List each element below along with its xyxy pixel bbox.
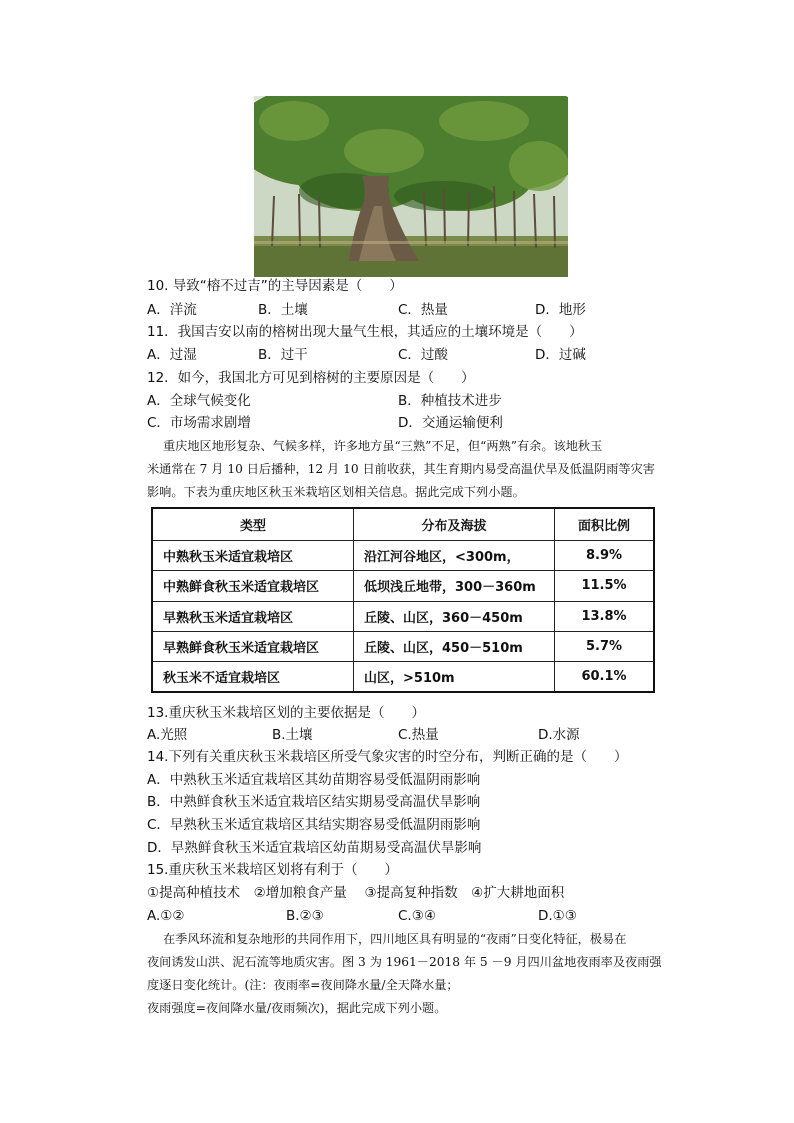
table-cell-type: 早熟鲜食秋玉米适宜栽培区 bbox=[152, 631, 354, 661]
question-11-stem: 11．我国吉安以南的榕树出现大量气生根，其适应的土壤环境是（ ） bbox=[147, 324, 583, 340]
table-header-row bbox=[152, 508, 654, 541]
table-header-type: 类型 bbox=[152, 508, 354, 541]
q10-option-a: A．洋流 bbox=[147, 302, 197, 318]
q12-option-a: A．全球气候变化 bbox=[147, 393, 251, 409]
passage-2-line-2: 夜间诱发山洪、泥石流等地质灾害。图 3 为 1961－2018 年 5 －9 月四川盆地夜雨率及夜雨强 bbox=[147, 955, 662, 969]
question-13-stem: 13.重庆秋玉米栽培区划的主要依据是（ ） bbox=[147, 705, 425, 721]
table-row bbox=[152, 601, 654, 631]
q15-items: ①提高种植技术 ②增加粮食产量 ③提高复种指数 ④扩大耕地面积 bbox=[147, 885, 565, 901]
passage-1-line-1: 重庆地区地形复杂、气候多样，许多地方虽“三熟”不足，但“两熟”有余。该地秋玉 bbox=[163, 439, 603, 453]
table-cell-ratio: 5.7% bbox=[555, 631, 655, 661]
question-14-stem: 14.下列有关重庆秋玉米栽培区所受气象灾害的时空分布，判断正确的是（ ） bbox=[147, 749, 628, 765]
passage-2-line-3: 度逐日变化统计。(注：夜雨率=夜间降水量/全天降水量； bbox=[147, 978, 459, 992]
table-cell-distribution: 沿江河谷地区，<300m， bbox=[354, 541, 555, 571]
table-cell-ratio: 8.9% bbox=[555, 541, 655, 571]
table-cell-distribution: 丘陵、山区，360－450m bbox=[354, 601, 555, 631]
table-cell-type: 中熟鲜食秋玉米适宜栽培区 bbox=[152, 571, 354, 601]
question-12-stem: 12．如今，我国北方可见到榕树的主要原因是（ ） bbox=[147, 370, 475, 386]
table-cell-ratio: 60.1% bbox=[555, 661, 655, 692]
q11-option-b: B．过干 bbox=[258, 347, 308, 363]
banyan-tree-illustration bbox=[254, 96, 568, 277]
q12-option-d: D．交通运输便利 bbox=[398, 415, 503, 431]
table-cell-type: 秋玉米不适宜栽培区 bbox=[152, 661, 354, 692]
q15-option-d: D.①③ bbox=[538, 908, 577, 924]
q10-option-d: D．地形 bbox=[535, 302, 586, 318]
q15-option-b: B.②③ bbox=[286, 908, 324, 924]
passage-1-line-3: 影响。下表为重庆地区秋玉米栽培区划相关信息。据此完成下列小题。 bbox=[147, 485, 525, 499]
q10-option-c: C．热量 bbox=[398, 302, 448, 318]
q13-option-c: C.热量 bbox=[398, 727, 439, 743]
q13-option-b: B.土壤 bbox=[272, 727, 313, 743]
q11-option-c: C．过酸 bbox=[398, 347, 448, 363]
banyan-tree-photo bbox=[254, 96, 568, 277]
q14-option-c: C．早熟秋玉米适宜栽培区其结实期容易受低温阴雨影响 bbox=[147, 817, 481, 833]
q15-option-c: C.③④ bbox=[398, 908, 436, 924]
question-10-stem: 10. 导致“榕不过吉”的主导因素是（ ） bbox=[147, 278, 403, 294]
table-cell-distribution: 低坝浅丘地带，300－360m bbox=[354, 571, 555, 601]
table-header-distribution: 分布及海拔 bbox=[354, 508, 555, 541]
table-row bbox=[152, 541, 654, 571]
table-cell-ratio: 13.8% bbox=[555, 601, 655, 631]
q15-option-a: A.①② bbox=[147, 908, 185, 924]
q11-option-d: D．过碱 bbox=[535, 347, 586, 363]
q12-option-b: B．种植技术进步 bbox=[398, 393, 502, 409]
table-row bbox=[152, 661, 654, 692]
q14-option-d: D．早熟鲜食秋玉米适宜栽培区幼苗期易受高温伏旱影响 bbox=[147, 840, 482, 856]
question-15-stem: 15.重庆秋玉米栽培区划将有利于（ ） bbox=[147, 862, 398, 878]
table-cell-type: 早熟秋玉米适宜栽培区 bbox=[152, 601, 354, 631]
q12-option-c: C．市场需求剧增 bbox=[147, 415, 251, 431]
q11-option-a: A．过湿 bbox=[147, 347, 197, 363]
q13-option-d: D.水源 bbox=[538, 727, 580, 743]
q10-option-b: B．土壤 bbox=[258, 302, 308, 318]
passage-2-line-4: 夜雨强度=夜间降水量/夜雨频次)，据此完成下列小题。 bbox=[147, 1001, 447, 1015]
table-cell-type: 中熟秋玉米适宜栽培区 bbox=[152, 541, 354, 571]
q14-option-a: A．中熟秋玉米适宜栽培区其幼苗期容易受低温阴雨影响 bbox=[147, 772, 481, 788]
table-row bbox=[152, 631, 654, 661]
passage-1-line-2: 米通常在 7 月 10 日后播种，12 月 10 日前收获，其生育期内易受高温伏旱及低温阴雨等灾害 bbox=[147, 462, 655, 476]
q13-option-a: A.光照 bbox=[147, 727, 188, 743]
table-cell-distribution: 山区，>510m bbox=[354, 661, 555, 692]
table-header-ratio: 面积比例 bbox=[555, 508, 655, 541]
table-row bbox=[152, 571, 654, 601]
table-cell-distribution: 丘陵、山区，450－510m bbox=[354, 631, 555, 661]
q14-option-b: B．中熟鲜食秋玉米适宜栽培区结实期易受高温伏旱影响 bbox=[147, 794, 481, 810]
passage-2-line-1: 在季风环流和复杂地形的共同作用下，四川地区具有明显的“夜雨”日变化特征，极易在 bbox=[163, 932, 627, 946]
corn-zoning-table bbox=[151, 507, 655, 693]
table-cell-ratio: 11.5% bbox=[555, 571, 655, 601]
